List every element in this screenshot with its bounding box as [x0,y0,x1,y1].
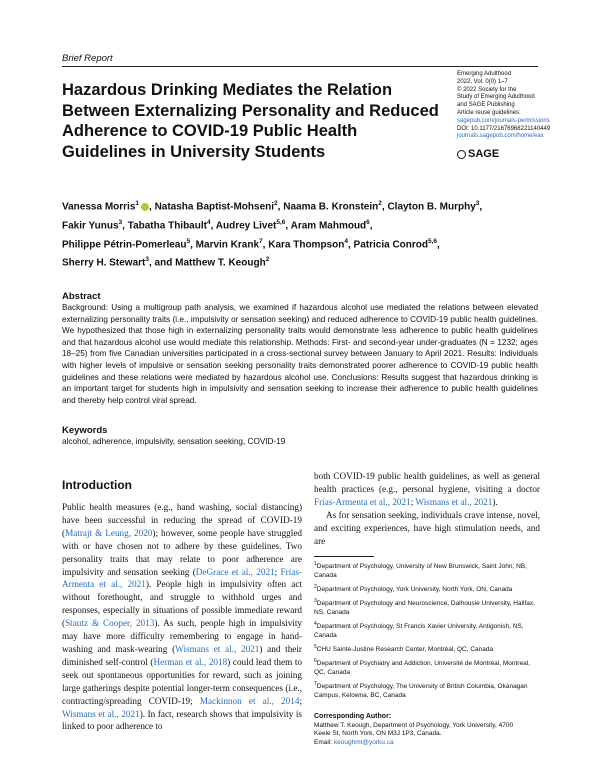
author-name: Naama B. Kronstein [283,201,379,213]
author-line [62,196,542,215]
author-separator: , [149,201,155,213]
author-name: Marvin Krank [195,238,260,250]
author-name: Audrey Livet [215,220,277,232]
author-affiliation-mark: 3 [118,218,123,226]
author-name: Vanessa Morris [62,201,136,213]
society-line-1: Study of Emerging Adulthood [457,94,535,101]
affiliation-item [314,583,540,595]
body-text: ) could lead them to seek out spontaneous opportunities for reward, such as joining large gatherings despite potential longer-term consequences (i.e., contracting/spreading COVID-19; [62,656,302,706]
author-separator: , [262,238,269,250]
citation-link[interactable]: DeGrace et al., 2021 [195,566,275,577]
author-affiliation-mark: 5,6 [428,237,438,245]
author-affiliation-mark: 6 [366,218,370,226]
affiliation-item [314,620,540,640]
corresponding-author [314,713,540,747]
author-separator: , [347,238,354,250]
affiliation-item [314,657,540,677]
affiliation-text: Department of Psychology, St Francis Xavier University, Antigonish, NS, Canada [314,623,524,639]
author-separator: , [122,220,128,232]
body-text: ; [299,695,302,706]
affiliation-number: 5 [314,643,317,650]
body-column-left [62,501,302,733]
citation-link[interactable]: Mackinnon et al., 2014 [199,695,300,706]
author-affiliation-mark: 2 [274,200,278,207]
reuse-link[interactable]: sagepub.com/journals-permissions [457,117,550,124]
citation-link[interactable]: Wismans et al., 2021 [175,643,260,654]
affiliation-item [314,643,540,655]
author-list [62,196,542,271]
citation-link[interactable]: Frías-Armenta et al., 2021 [62,566,302,590]
author-affiliation-mark: 5 [186,237,191,245]
body-text: Public health measures (e.g., hand washing, social distancing) have been successful in reducing the spread of COVID-19 ( [62,502,302,538]
corresponding-heading: Corresponding Author: [314,713,392,720]
affiliation-text: Department of Psychology, York University, North York, ON, Canada [316,586,513,593]
affiliation-item [314,680,540,700]
author-affiliation-mark: 5,6 [276,218,286,226]
author-affiliation-mark: 2 [378,200,382,207]
report-type: Brief Report [62,53,113,64]
affiliation-number: 7 [314,680,317,687]
header-rule [62,66,538,67]
journal-name: Emerging Adulthood [457,71,512,77]
affiliation-number: 3 [314,598,317,605]
email-label: Email: [314,738,334,746]
author-separator: , [277,201,284,213]
introduction-heading: Introduction [62,478,132,492]
author-affiliation-mark: 7 [259,237,263,245]
author-separator: , [479,201,483,213]
citation-link[interactable]: Matrajt & Leung, 2020 [65,527,153,538]
abstract-text: Background: Using a multigroup path analysis, we examined if hazardous alcohol use mediated the relations between elevated externalizing personality traits (i.e., impulsivity or sensation seeking) and reduced adherence to COVID-19 public health guidelines. We hypothesized that those high in externalizing personality traits would demonstrate less adherence to public health guidelines and that hazardous alcohol use would mediate this relationship. Methods: First- and second-year under-graduates (N = 1232; ages 18–25) from five Canadian universities participated in a cross-sectional survey between January to April 2021. Results: Individuals with higher levels of impulsive or sensation seeking personality traits demonstrated poorer adherence to COVID-19 public health guidelines and these relations were mediated by hazardous alcohol use. Conclusions: Results suggest that hazardous drinking is an important target for students high in impulsivity and sensation seeking to increase their adherence to public health guidelines and thereby help control viral spread. [62,303,538,405]
affiliation-number: 4 [314,620,317,627]
author-name: Clayton B. Murphy [387,201,476,213]
affiliation-text: Department of Psychology, The University of British Columbia, Okanagan Campus, Kelowna, BC, Canada [314,683,528,699]
author-separator: , [285,220,291,232]
author-separator: , [437,238,440,250]
footnote-rule [314,556,374,557]
author-separator: , [381,201,388,213]
author-name: Kara Thompson [268,238,345,250]
society-line-2: and SAGE Publishing [457,102,515,109]
sage-logo [457,148,499,160]
body-text: ) and their diminished self-control ( [62,643,302,667]
author-separator: , [369,220,373,232]
affiliations [314,560,540,703]
author-name: Tabatha Thibault [127,220,207,232]
affiliation-number: 2 [314,583,317,590]
body-text: ); however, some people have struggled with or have chosen not to adhere by these guidelines. Two personality traits that may relate to poor adherence are impulsivity and sensation seeking ( [62,527,302,577]
author-affiliation-mark: 2 [265,256,270,264]
affiliation-text: Department of Psychology and Neuroscience, Dalhousie University, Halifax, NS, Canada [314,600,535,616]
affiliation-item [314,560,540,580]
author-name: Natasha Baptist-Mohseni [154,201,275,213]
author-affiliation-mark: 4 [206,218,211,226]
citation-link[interactable]: Wismans et al., 2021 [415,496,493,507]
author-name: Patricia Conrod [353,238,428,250]
author-line [62,215,542,234]
affiliation-item [314,597,540,617]
author-affiliation-mark: 3 [145,256,149,264]
body-text: ). As such, people high in impulsivity may have more difficulty remembering to engage in hand-washing and mask-wearing ( [62,618,302,654]
orcid-icon[interactable] [141,203,149,211]
body-text: ; [410,496,416,507]
author-affiliation-mark: 1 [135,200,139,207]
author-name: Sherry H. Stewart [62,257,146,269]
reuse-label: Article reuse guidelines: [457,109,521,116]
citation-link[interactable]: Stautz & Cooper, 2013 [65,618,155,629]
corresponding-address-1: Matthew T. Keough, Department of Psychology, York University, 4700 [314,721,514,729]
affiliation-text: Department of Psychiatry and Addiction, Université de Montréal, Montreal, QC, Canada [314,660,530,676]
author-name: Philippe Pétrin-Pomerleau [62,238,187,250]
author-line [62,252,542,271]
citation-link[interactable]: Wismans et al., 2021 [62,708,140,719]
abstract-heading: Abstract [62,291,101,302]
author-separator: , and [149,257,176,269]
body-text: ). In fact, research shows that impulsivity is linked to poor adherence to [62,708,302,732]
corresponding-email-row [314,739,540,748]
copyright: © 2022 Society for the [457,86,517,93]
volume-info: 2022, Vol. 0(0) 1–7 [457,78,508,85]
author-separator: , [210,220,216,232]
citation-link[interactable]: Frías-Armenta et al., 2021 [314,496,411,507]
sage-logo-icon [457,150,466,159]
paragraph: As for sensation seeking, individuals crave intense, novel, and exciting experiences, have high stimulation needs, and are [314,509,540,546]
keywords-heading: Keywords [62,425,108,436]
sage-logo-text: SAGE [468,148,500,160]
body-text: ). People high in impulsivity often act without forethought, and struggle to withhold urges and responses, especially in situations of possible immediate reward ( [62,579,303,629]
keywords-text: alcohol, adherence, impulsivity, sensation seeking, COVID-19 [62,437,286,446]
body-text: ). [492,496,498,507]
author-affiliation-mark: 4 [344,237,348,245]
author-affiliation-mark: 3 [475,200,480,207]
body-text: both COVID-19 public health guidelines, as well as general health practices (e.g., personal hygiene, visiting a doctor [314,471,540,494]
journal-link[interactable]: journals.sagepub.com/home/eax [457,133,544,140]
email-link[interactable]: keoughmt@yorku.ca [333,738,394,746]
author-name: Matthew T. Keough [175,257,266,269]
doi[interactable]: DOI: 10.1177/21676968221140449 [457,125,551,132]
paragraph [314,471,540,507]
affiliation-number: 1 [314,561,317,567]
author-name: Fakir Yunus [62,220,119,232]
body-column-right [314,470,540,547]
citation-link[interactable]: Herman et al., 2018 [153,656,228,667]
body-text: ; [274,566,281,577]
author-line [62,234,542,253]
affiliation-text: Department of Psychology, University of New Brunswick, Saint John, NB, Canada [314,563,527,579]
author-name: Aram Mahmoud [290,220,367,232]
publication-info [457,71,587,141]
corresponding-address-2: Keele St, North York, ON M3J 1P3, Canada. [314,730,442,738]
affiliation-text: CHU Sainte-Justine Research Center, Montréal, QC, Canada [316,645,494,653]
affiliation-number: 6 [314,658,317,665]
author-separator: , [190,238,196,250]
article-title: Hazardous Drinking Mediates the Relation Between Externalizing Personality and Reduced Adherence to COVID-19 Public Health Guidelines in University Students [62,81,439,161]
